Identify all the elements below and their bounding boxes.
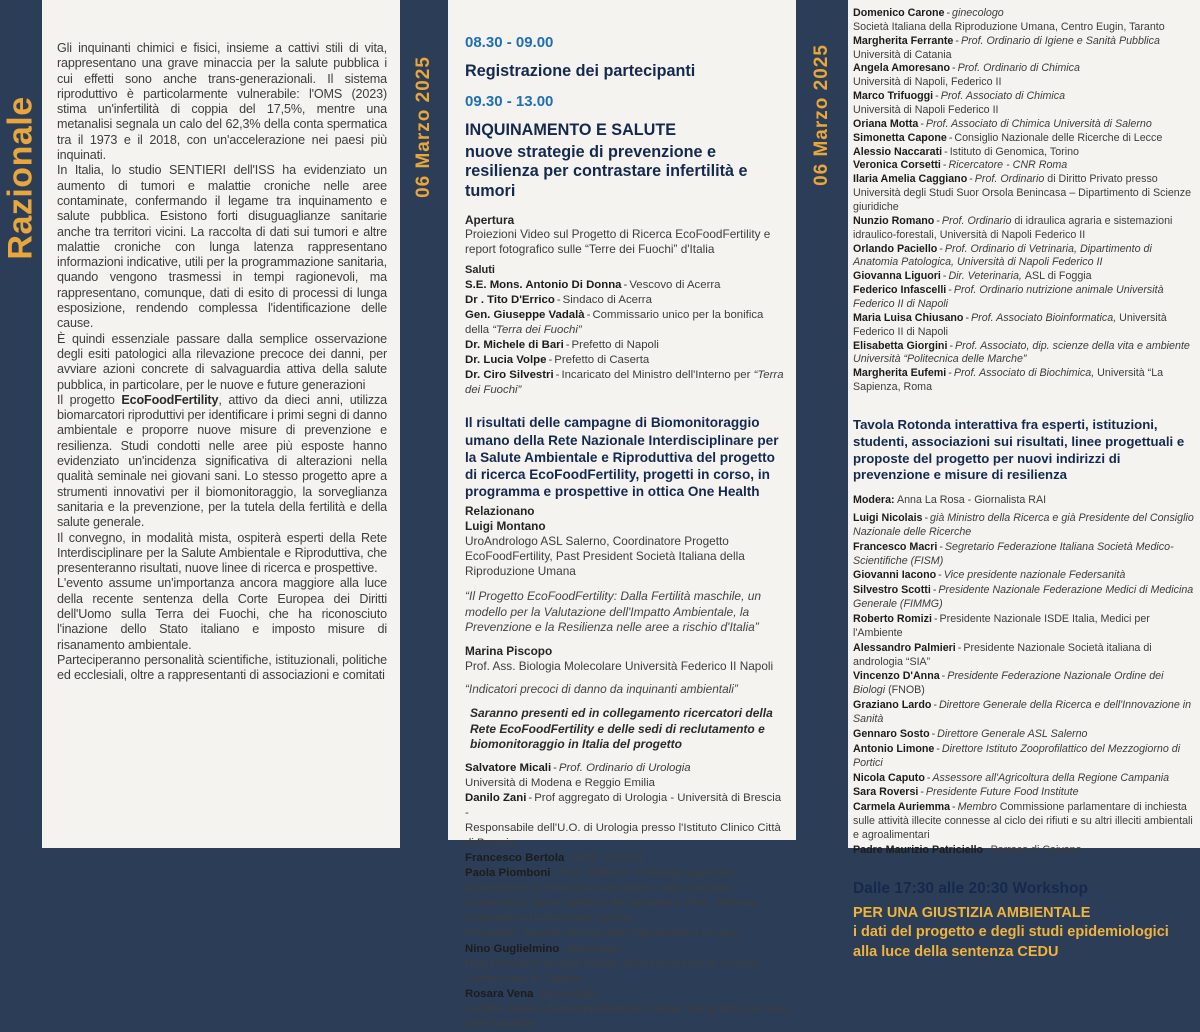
person-role: di idraulica agraria e sistemazioni idraulico-forestali, Università di Napoli Federico II: [853, 214, 1173, 241]
person-name: Margherita Eufemi: [853, 367, 947, 380]
person-role: Sindaco di Acerra: [562, 294, 652, 307]
speaker-entry: [853, 7, 1194, 35]
person-role-italic: Presidente Nazionale Federazione Medici di Medicina Generale (FIMMG): [853, 584, 1194, 611]
name-role-separator: -: [965, 311, 970, 324]
person-role-italic: Presidente Future Food Institute: [925, 786, 1079, 799]
saluti-entry: [465, 338, 788, 353]
workshop-subtitle: i dati del progetto e degli studi epidemiologici alla luce della sentenza CEDU: [853, 924, 1169, 960]
person-name: S.E. Mons. Antonio Di Donna: [465, 279, 622, 292]
researcher-entry: [465, 851, 788, 866]
person-role-italic: Assessore all'Agricoltura della Regione Campania: [932, 771, 1170, 784]
person-role: Parroco di Caivano: [990, 843, 1082, 856]
collegamento-intro: Saranno presenti ed in collegamento ricercatori della Rete EcoFoodFertility e delle sedi di reclutamento e biomonitoraggio in Italia del progetto: [470, 706, 773, 752]
name-role-separator: -: [565, 339, 570, 352]
person-role: Vescovo di Acerra: [629, 279, 721, 292]
person-name: Salvatore Micali: [465, 761, 552, 774]
session2-title: Il risultati delle campagne di Biomonitoraggio umano della Rete Nazionale Interdisciplinare per la Salute Ambientale e Riproduttiva del progetto di ricerca EcoFoodFertility, progetti in corso, in programma e prospettive in ottica One Health: [465, 415, 779, 499]
speaker-entry: [853, 118, 1194, 132]
researcher-headline: [465, 761, 788, 776]
person-role: Prefetto di Napoli: [571, 339, 659, 352]
name-role-separator: -: [528, 792, 533, 805]
person-name: Dr. Lucia Volpe: [465, 354, 547, 367]
participant-entry: [853, 569, 1194, 583]
person-role: Prof aggregato di Urologia - Università di Brescia -: [465, 792, 782, 820]
paragraph-bold-text: EcoFoodFertility: [121, 392, 219, 407]
person-role-italic: Prof. Ordinario di Chimica: [957, 62, 1080, 75]
person-name: Margherita Ferrante: [853, 34, 954, 47]
person-role-italic: Prof. Ordinario: [974, 173, 1048, 186]
participant-entry: [853, 728, 1194, 742]
saluti-list: [465, 278, 788, 398]
name-role-separator: -: [933, 699, 937, 712]
name-role-separator: -: [552, 867, 557, 880]
person-affiliation: Università di Napoli, Federico II: [853, 76, 1002, 89]
person-name: Simonetta Capone: [853, 131, 947, 144]
person-role: Presidente Nazionale ISDE Italia, Medici per l'Ambiente: [853, 613, 1150, 639]
name-role-separator: -: [938, 569, 942, 582]
person-name: Dr. Ciro Silvestri: [465, 369, 554, 382]
person-name: Alessandro Palmieri: [853, 641, 956, 654]
name-role-separator: -: [952, 62, 956, 75]
person-role-quoted: “Terra dei Fuochi”: [492, 324, 582, 337]
name-role-separator: -: [931, 727, 936, 740]
name-role-separator: -: [936, 742, 940, 755]
name-role-separator: -: [936, 214, 940, 227]
participant-entry: [853, 512, 1194, 540]
person-role-quoted: “Terra dei Fuochi”: [465, 369, 784, 397]
date-band-right: [796, 0, 848, 848]
researcher-headline: [465, 987, 788, 1002]
person-name: Graziano Lardo: [853, 699, 932, 712]
participant-entry: [853, 772, 1194, 786]
saluti-entry: [465, 308, 788, 338]
person-name: Maria Luisa Chiusano: [853, 311, 964, 324]
person-role: Incaricato del Ministro dell'Interno per: [561, 369, 754, 382]
speaker-headline: [853, 284, 1194, 312]
researcher-entry: [465, 866, 788, 941]
rationale-paragraph: [57, 393, 387, 531]
name-role-separator: -: [949, 339, 953, 352]
workshop-time: Dalle 17:30 alle 20:30 Workshop: [853, 879, 1088, 897]
name-role-separator: -: [553, 761, 557, 774]
person-role-italic: Prof. Ordinario di Igiene e Sanità Pubblica: [960, 34, 1160, 47]
speaker-headline: [853, 312, 1194, 340]
person-name: Rosara Vena: [465, 987, 534, 1000]
person-role: Commissario unico per la bonifica della: [465, 309, 764, 337]
participant-entry: [853, 584, 1194, 612]
person-name: Gen. Giuseppe Vadalà: [465, 309, 585, 322]
speakers-list: [853, 7, 1194, 395]
relatore2-desc: Prof. Ass. Biologia Molecolare Università Federico II Napoli: [465, 659, 774, 674]
person-role-italic: Vice presidente nazionale Federsanità: [943, 569, 1126, 582]
name-role-separator: -: [935, 90, 939, 103]
person-role-italic: Dir. Veterinaria,: [948, 270, 1025, 283]
name-role-separator: -: [556, 294, 561, 307]
moderator-line: [853, 494, 1194, 508]
person-name: Padre Maurizio Patriciello: [853, 843, 984, 856]
rationale-band: [0, 0, 42, 848]
person-affiliation: Società Italiana della Riproduzione Umana, Centro Eugin, Taranto: [853, 20, 1165, 33]
person-role: ISDE Vicenza: [572, 852, 643, 865]
relatore1-desc: UroAndrologo ASL Salerno, Coordinatore Progetto EcoFoodFertility, Past President Società Italiana della Riproduzione Umana: [465, 534, 745, 579]
researcher-headline: [465, 942, 788, 957]
person-name: Francesco Macri: [853, 540, 938, 553]
speaker-entry: [853, 62, 1194, 90]
person-affiliation: Past President Società Italiana della Riproduzione Umana, Centro Hera di Catania: [465, 957, 761, 985]
saluti-entry: [465, 293, 788, 308]
person-name: Oriana Motta: [853, 117, 919, 130]
researcher-headline: [465, 866, 788, 881]
person-role-italic: Prof. Ordinario di Urologia: [558, 761, 691, 774]
participant-entry: [853, 699, 1194, 727]
saluti-label: Saluti: [465, 264, 495, 277]
person-name: Danilo Zani: [465, 792, 527, 805]
person-name: Dr. Michele di Bari: [465, 339, 564, 352]
round-table-heading: Tavola Rotonda interattiva fra esperti, istituzioni, studenti, associazioni sui risultati, linee progettuali e proposte del progetto per nuovi indirizzi di prevenzione e misure di resilienza: [853, 417, 1185, 483]
person-role-italic: ginecologa: [541, 987, 597, 1000]
researcher-entry: [465, 761, 788, 791]
person-name: Giovanni Iacono: [853, 569, 937, 582]
researcher-headline: [465, 791, 788, 821]
participant-entry: [853, 670, 1194, 698]
participant-entry: [853, 801, 1194, 843]
apertura-text: Proiezioni Video sul Progetto di Ricerca EcoFoodFertility e report fotografico sulle “Terre dei Fuochi” d'Italia: [465, 226, 771, 256]
name-role-separator: -: [566, 852, 571, 865]
relazionano-label: Relazionano: [465, 504, 535, 519]
researcher-headline: [465, 851, 788, 866]
paragraph-text: Parteciperanno personalità scientifiche, istituzionali, politiche ed ecclesiali, oltre a rappresentanti di associazioni e comitati: [57, 652, 387, 683]
person-name: Alessio Naccarati: [853, 145, 943, 158]
collegamento-list: [465, 761, 788, 1032]
rationale-paragraph: [57, 41, 387, 163]
speaker-entry: [853, 90, 1194, 118]
workshop-block: [853, 880, 1194, 963]
name-role-separator: -: [957, 641, 962, 654]
rationale-paragraph: [57, 653, 387, 684]
speaker-entry: [853, 159, 1194, 173]
speaker-entry: [853, 312, 1194, 340]
relatore1-quote: “Il Progetto EcoFoodFertility: Dalla Fertilità maschile, un modello per la Valutazione dell'Impatto Ambientale, la Prevenzione e la Resilienza nelle aree a rischio d'Italia”: [465, 589, 762, 635]
name-role-separator: -: [969, 173, 973, 186]
name-role-separator: -: [948, 284, 952, 297]
person-name: Sara Roversi: [853, 786, 919, 799]
participant-entry: [853, 642, 1194, 670]
name-role-separator: -: [555, 369, 560, 382]
workshop-title: PER UNA GIUSTIZIA AMBIENTALE: [853, 904, 1091, 921]
name-role-separator: -: [944, 145, 948, 158]
speaker-entry: [853, 146, 1194, 160]
relatore1-name: Luigi Montano: [465, 519, 546, 534]
name-role-separator: -: [985, 843, 989, 856]
speaker-headline: [853, 367, 1194, 395]
paragraph-text: Gli inquinanti chimici e fisici, insieme a cattivi stili di vita, rappresentano una grave minaccia per la salute pubblica i cui effetti sono anche trans-generazionali. Il sistema riproduttivo è particolarmente vulnerabile: l'OMS (2023) stima un'infertilità di coppia del 17,5%, mentre una metanalisi segnala un calo del 62,3% della conta spermatica tra il 1973 e il 2018, con un'accelerazione nei paesi più inquinati.: [57, 41, 387, 163]
name-role-separator: -: [924, 512, 929, 525]
person-role-italic: Presidente Federazione Nazionale Ordine dei Biologi: [853, 670, 1164, 697]
person-affiliation: Università di Modena e Reggio Emilia: [465, 777, 655, 789]
speaker-entry: [853, 270, 1194, 284]
person-role-italic: Membro: [957, 801, 1000, 814]
name-role-separator: -: [623, 279, 628, 292]
person-role-italic: Prof. Ordinario nutrizione animale Università Federico II di Napoli: [853, 284, 1164, 311]
moderator-label: Modera:: [853, 494, 895, 507]
name-role-separator: -: [939, 540, 943, 553]
person-name: Giovanna Liguori: [853, 270, 941, 283]
person-role-italic: ginecologo: [952, 7, 1004, 19]
speaker-entry: [853, 340, 1194, 368]
person-affiliation: Dipartimento di Medicina molecolare e dello Sviluppo - Università di Siena Direttore del laboratorio PMA, Azienda Ospedaliera Universitaria Senese: [465, 882, 757, 925]
rationale-paragraph: [57, 163, 387, 331]
name-role-separator: -: [535, 987, 540, 1000]
date-band-left: [400, 0, 448, 848]
speaker-headline: [853, 340, 1194, 368]
name-role-separator: -: [926, 771, 931, 784]
person-role-italic: Prof. Associato di Chimica Università di Salerno: [925, 117, 1152, 130]
speaker-entry: [853, 132, 1194, 146]
person-role-italic: Direttore Istituto Zooprofilattico del Mezzogiorno di Portici: [853, 742, 1181, 769]
apertura-label: Apertura: [465, 212, 515, 227]
name-role-separator: -: [932, 584, 937, 597]
rationale-paragraph: [57, 332, 387, 393]
person-role: Presidente Nazionale Società italiana di andrologia “SIA”: [853, 641, 1152, 668]
rationale-paragraphs: [57, 41, 387, 683]
participant-entry: [853, 613, 1194, 641]
speaker-entry: [853, 35, 1194, 63]
person-name: Dr . Tito D'Errico: [465, 294, 555, 307]
paragraph-text: Il convegno, in modalità mista, ospiterà esperti della Rete Interdisciplinare per la Salute Ambientale e Riproduttiva, che presenteranno risultati, nuove linee di ricerca e prospettive.: [57, 530, 387, 576]
person-affiliation: Società Italiana della Riproduzione Umana, Gangi (PA) per area delle Madonie: [465, 1002, 788, 1030]
person-name: Nunzio Romano: [853, 214, 935, 227]
name-role-separator: -: [942, 159, 947, 172]
name-role-separator: -: [942, 270, 947, 283]
speaker-headline: [853, 35, 1194, 49]
person-name: Ilaria Amelia Caggiano: [853, 173, 968, 186]
speaker-headline: [853, 7, 1194, 21]
participant-entry: [853, 743, 1194, 771]
speaker-headline: [853, 173, 1194, 215]
slot2-time: 09.30 - 13.00: [465, 92, 554, 110]
person-affiliation-italic: Presidente Società Italiana della Riproduzione Umana: [465, 927, 738, 940]
person-name: Orlando Paciello: [853, 242, 938, 255]
paragraph-text: Il progetto: [57, 392, 122, 407]
person-name: Luigi Nicolais: [853, 512, 923, 525]
person-name: Antonio Limone: [853, 742, 935, 755]
speaker-entry: [853, 215, 1194, 243]
speaker-entry: [853, 284, 1194, 312]
speaker-headline: [853, 270, 1194, 284]
name-role-separator: -: [933, 613, 938, 626]
saluti-entry: [465, 278, 788, 293]
name-role-separator: -: [586, 309, 591, 322]
person-role: Consiglio Nazionale delle Ricerche di Lecce: [954, 131, 1163, 144]
speaker-entry: [853, 173, 1194, 215]
name-role-separator: -: [939, 242, 943, 255]
date-band-label: 06 Marzo 2025: [811, 44, 832, 186]
researcher-entry: [465, 987, 788, 1032]
person-name: Veronica Corsetti: [853, 159, 941, 172]
person-affiliation: Università di Napoli Federico II: [853, 104, 999, 117]
speaker-entry: [853, 367, 1194, 395]
speakers-panel: [848, 0, 1200, 960]
person-name: Nicola Caputo: [853, 771, 925, 784]
person-role: di Diritto Privato presso Università degli Studi Suor Orsola Benincasa – Dipartimento di Scienze giuridiche: [853, 173, 1192, 214]
person-name: Roberto Romizi: [853, 613, 932, 626]
name-role-separator: -: [941, 670, 946, 683]
person-role-italic: Prof. Ordinario: [941, 214, 1015, 227]
rationale-paragraph: [57, 576, 387, 652]
name-role-separator: -: [948, 131, 953, 144]
name-role-separator: -: [920, 786, 924, 799]
name-role-separator: -: [548, 354, 553, 367]
rationale-panel: [42, 0, 400, 848]
name-role-separator: -: [920, 117, 924, 130]
person-affiliation: Responsabile dell'U.O. di Urologia presso l'Istituto Clinico Città di Brescia: [465, 822, 781, 850]
participant-entry: [853, 786, 1194, 800]
person-role-italic: già Ministro della Ricerca e già Presidente del Consiglio Nazionale delle Ricerche: [853, 512, 1194, 538]
person-role-italic: Prof. Associato Bioinformatica,: [971, 311, 1120, 324]
person-role: (FNOB): [888, 684, 925, 697]
slot2-title: INQUINAMENTO E SALUTE: [465, 120, 677, 139]
person-role-italic: Prof. ordinario di Biologia applicata: [558, 867, 735, 880]
person-name: Elisabetta Giorgini: [853, 339, 948, 352]
person-role-italic: Prof. Ordinario di Vetrinaria, Dipartimento di Anatomia Patologica, Università di Napoli Federico II: [853, 242, 1152, 269]
person-name: Federico Infascelli: [853, 284, 947, 297]
person-role-italic: Prof. Associato, dip. scienze della vita e ambiente Università “Politecnica delle Marche”: [853, 339, 1190, 366]
person-role: ASL di Foggia: [1024, 270, 1092, 283]
person-role: Commissione parlamentare di inchiesta sulle attività illecite connesse al ciclo dei rifiuti e su altri illeciti ambientali e agroalimentari: [853, 801, 1193, 841]
slot1-title: Registrazione dei partecipanti: [465, 62, 696, 80]
person-name: Francesco Bertola: [465, 852, 565, 865]
relatore2-name: Marina Piscopo: [465, 644, 553, 659]
relatore2-quote: “Indicatori precoci di danno da inquinanti ambientali”: [465, 682, 738, 697]
speaker-headline: [853, 243, 1194, 271]
person-role: Istituto di Genomica, Torino: [949, 145, 1079, 158]
person-role-italic: Prof. Associato di Biochimica,: [953, 367, 1098, 380]
name-role-separator: -: [948, 367, 952, 380]
speaker-headline: [853, 215, 1194, 243]
paragraph-text: In Italia, lo studio SENTIERI dell'ISS ha evidenziato un aumento di tumori e malattie croniche nelle aree contaminate, confermando il legame tra inquinamento e salute pubblica. Esistono forti disuguaglianze sanitarie anche tra territori vicini. La raccolta di dati sui tumori e altre malattie croniche con lunga latenza rappresentano informazioni indicative, utili per la programmazione sanitaria, quando vengono trasmessi in tempi ragionevoli, ma rappresentano, comunque, dati di esito di processi di lunga esposizione, rendendo complessa l'identificazione delle cause.: [57, 163, 387, 331]
date-band-label: 06 Marzo 2025: [413, 56, 434, 198]
person-role-italic: ginecologo: [567, 942, 623, 955]
person-role-italic: Direttore Generale della Ricerca e dell'Innovazione in Sanità: [853, 699, 1192, 726]
speaker-headline: [853, 159, 1194, 173]
speaker-headline: [853, 146, 1194, 160]
person-role: Università Federico II di Napoli: [853, 311, 1167, 338]
saluti-entry: [465, 353, 788, 368]
speaker-entry: [853, 243, 1194, 271]
person-role-italic: Segretario Federazione Italiana Società Medico-Scientifiche (FISM): [853, 540, 1174, 567]
person-affiliation: Università di Catania: [853, 48, 952, 61]
speaker-headline: [853, 90, 1194, 104]
speaker-headline: [853, 132, 1194, 146]
speaker-headline: [853, 62, 1194, 76]
person-role-italic: Prof. Associato di Chimica: [940, 90, 1066, 103]
saluti-entry: [465, 368, 788, 398]
name-role-separator: -: [561, 942, 566, 955]
person-name: Paola Piomboni: [465, 867, 551, 880]
researcher-entry: [465, 791, 788, 851]
moderator-value: Anna La Rosa - Giornalista RAI: [896, 494, 1047, 507]
person-name: Angela Amoresano: [853, 62, 951, 75]
paragraph-text: L'evento assume un'importanza ancora maggiore alla luce della recente sentenza della Corte Europea dei Diritti dell'Uomo sulla Terra dei Fuochi, che ha riconosciuto l'inazione dello Stato italiano e imposto misure di risanamento ambientale.: [57, 576, 387, 652]
name-role-separator: -: [952, 801, 956, 814]
slot2-subtitle: nuove strategie di prevenzione e resilienza per contrastare infertilità e tumori: [465, 142, 748, 201]
person-name: Silvestro Scotti: [853, 584, 931, 597]
person-name: Gennaro Sosto: [853, 727, 930, 740]
paragraph-text: , attivo da dieci anni, utilizza biomarcatori riproduttivi per identificare i primi segni di danno ambientale e proporre nuove misure di prevenzione e resilienza. Studi condotti nelle aree più esposte hanno evidenziato un'incidenza significativa di alterazioni nella qualità seminale nei giovani sani. Lo stesso progetto apre a strumenti innovativi per il biomonitoraggio, la sorveglianza sanitaria e la prevenzione, per la tutela della fertilità e della salute generale.: [57, 392, 387, 530]
speaker-headline: [853, 118, 1194, 132]
person-name: Carmela Auriemma: [853, 801, 951, 814]
person-name: Marco Trifuoggi: [853, 90, 934, 103]
slot1-time: 08.30 - 09.00: [465, 34, 554, 51]
person-name: Domenico Carone: [853, 7, 945, 19]
person-name: Vincenzo D'Anna: [853, 670, 940, 683]
person-role-italic: Direttore Generale ASL Salerno: [937, 727, 1088, 740]
rationale-paragraph: [57, 531, 387, 577]
person-name: Nino Guglielmino: [465, 942, 560, 955]
person-role-italic: Ricercatore - CNR Roma: [948, 159, 1068, 172]
name-role-separator: -: [946, 7, 951, 19]
rationale-band-label: Razionale: [1, 96, 40, 260]
program-panel: [448, 0, 796, 1030]
name-role-separator: -: [955, 34, 959, 47]
round-table-list: [853, 512, 1194, 858]
paragraph-text: È quindi essenziale passare dalla semplice osservazione degli esiti patologici alla rilevazione precoce dei danni, per avviare azioni concrete di salvaguardia attiva della salute pubblica, in particolare, per le nuove e future generazioni: [57, 331, 387, 392]
person-role: Prefetto di Caserta: [554, 354, 650, 367]
researcher-entry: [465, 942, 788, 987]
participant-entry: [853, 844, 1194, 858]
person-role: Università “La Sapienza, Roma: [853, 367, 1164, 394]
participant-entry: [853, 541, 1194, 569]
